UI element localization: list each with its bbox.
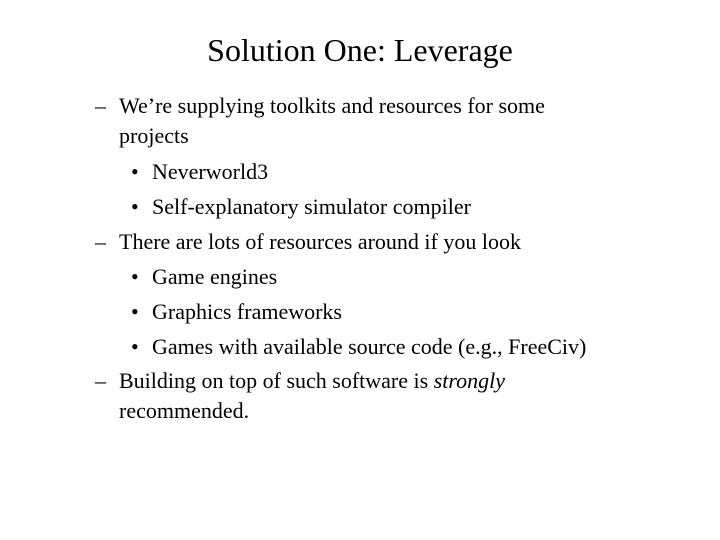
bullet-text-continued: recommended. [119,398,250,423]
sub-bullet-text: Neverworld3 [152,159,269,184]
dot-marker: • [131,194,139,219]
sub-bullet-text: Self-explanatory simulator compiler [152,194,471,219]
dot-marker: • [131,334,139,359]
sub-bullet-text: Games with available source code (e.g., FreeCiv) [152,334,587,359]
bullet-text: There are lots of resources around if you look [119,229,521,254]
bullet-text-continued: projects [119,123,189,148]
bullet-text [119,366,505,396]
sub-bullet-text: Graphics frameworks [152,299,342,324]
dot-marker: • [131,264,139,289]
emphasis-text: strongly [433,368,505,393]
dash-marker: – [95,229,106,254]
dash-marker: – [95,93,106,118]
bullet-text-plain: Building on top of such software is [119,368,434,393]
sub-bullet-text: Game engines [152,264,278,289]
dash-marker: – [95,368,106,393]
bullet-text: We’re supplying toolkits and resources for some [119,93,545,118]
dot-marker: • [131,299,139,324]
dot-marker: • [131,159,139,184]
slide-title: Solution One: Leverage [207,32,513,68]
